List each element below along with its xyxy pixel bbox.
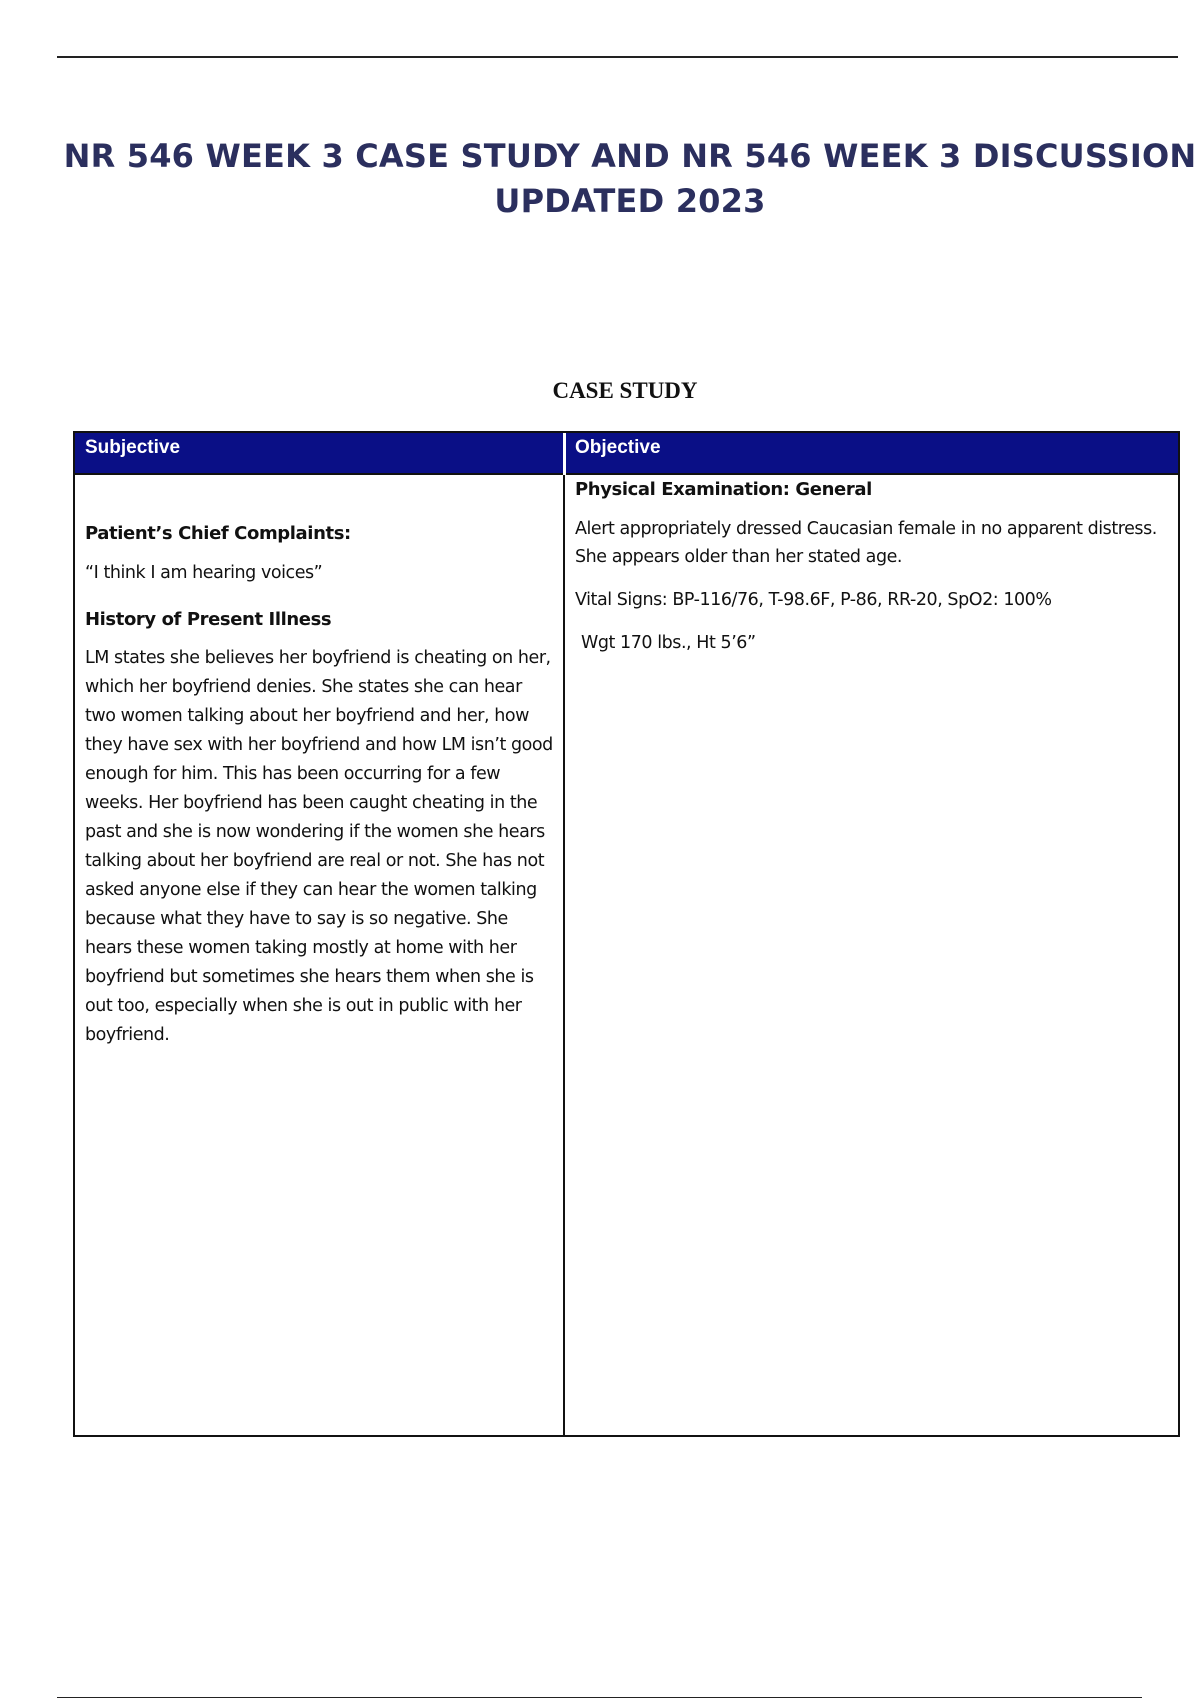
case-study-heading: CASE STUDY [552,378,698,403]
chief-complaints-title: Patient’s Chief Complaints: [85,523,351,544]
title-line-2: UPDATED 2023 [494,182,766,220]
weight-height-text: Wgt 170 lbs., Ht 5’6” [581,633,756,653]
header-divider [563,433,566,475]
vital-signs-text: Vital Signs: BP-116/76, T-98.6F, P-86, RR-20, SpO2: 100% [575,590,1052,610]
hpi-title: History of Present Illness [85,609,332,630]
case-study-table [73,431,1180,1437]
objective-cell [575,475,1175,1435]
title-line-1: NR 546 WEEK 3 CASE STUDY AND NR 546 WEEK 3 DISCUSSION [63,137,1197,175]
chief-complaint-quote: “I think I am hearing voices” [85,563,323,583]
bottom-rule [57,1697,1142,1698]
objective-header: Objective [575,437,661,458]
subjective-header: Subjective [85,437,181,458]
top-rule [57,56,1178,58]
hpi-text: LM states she believes her boyfriend is cheating on her, which her boyfriend denies. She states she can hear two women talking about her boyfriend and her, how they have sex with her boyfriend and how LM isn’t good enough for him. This has been occurring for a few weeks. Her boyfriend has been caught cheating in the past and she is now wondering if the women she hears talking about her boyfriend are real or not. She has not asked anyone else if they can hear the women talking because what they have to say is so negative. She hears these women taking mostly at home with her boyfriend but sometimes she hears them when she is out too, especially when she is out in public with her boyfriend. [85,648,553,1045]
subjective-cell [85,475,555,1435]
physical-exam-title: Physical Examination: General [575,479,872,500]
column-divider [563,433,565,1435]
general-exam-text: Alert appropriately dressed Caucasian female in no apparent distress. She appears older than her stated age. [575,519,1157,567]
document-title [60,134,1200,224]
